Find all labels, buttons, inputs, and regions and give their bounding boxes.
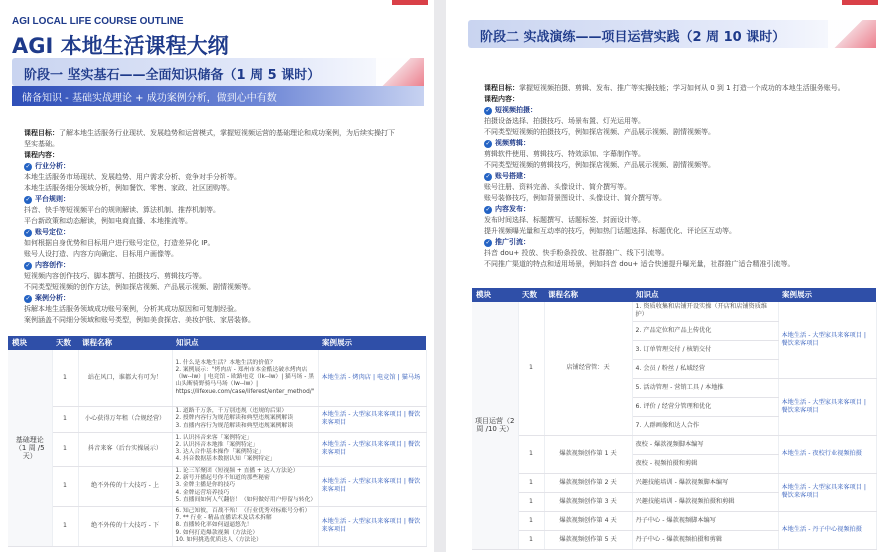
check-circle-icon: ✓	[485, 139, 491, 147]
case-cell: 本地生活 - 大型家具来客项目 | 餐饮来客项目	[318, 432, 426, 466]
knowledge-cell: 3. 订单管理交付 / 核销交付	[632, 340, 778, 359]
knowledge-cell: 夜校 - 视频拍摄和剪辑	[632, 454, 778, 473]
section-heading: ✓ 平台规则：	[25, 195, 70, 203]
day-cell: 1	[52, 350, 78, 406]
day-cell: 1	[518, 530, 544, 549]
table-row	[8, 350, 426, 406]
section-heading: ✓ 内容发布：	[485, 205, 530, 213]
column-header: 案例展示	[778, 288, 876, 302]
table-row	[472, 302, 876, 321]
section-line: 不同类型短视频的剪辑技巧，例如探店视频、产品展示视频、剧情视频等。	[484, 161, 715, 169]
case-cell: 本地生活 - 大型家具来客项目 | 餐饮来客项目	[318, 406, 426, 432]
section-line: 案例涵盖不同细分领域和账号类型，例如美食探店、美妆护肤、家居装修。	[24, 316, 255, 324]
column-header: 案例展示	[318, 336, 426, 350]
module-cell: 基础理论 （1 周 /5 天）	[8, 350, 52, 546]
left-page	[0, 0, 434, 552]
section-line: 拆解本地生活服务领域成功账号案例，分析其成功原因和可复制经验。	[24, 305, 241, 313]
check-circle-icon: ✓	[485, 172, 491, 180]
day-cell: 1	[518, 473, 544, 492]
stage-one-subtitle: 储备知识 - 基础实战理论 + 成功案例分析，做到心中有数	[22, 93, 277, 104]
course-name-cell: 爆款视频创作第 1 天	[544, 435, 632, 473]
banner-accent-decoration	[376, 58, 424, 86]
column-header: 模块	[8, 336, 52, 350]
module-cell: 项目运营（2 周 /10 天）	[472, 302, 518, 549]
section-line: 不同类型短视频的拍摄技巧，例如探店视频、产品展示视频、剧情视频等。	[484, 128, 715, 136]
section-line: 本地生活服务市场现状、发展趋势、用户需求分析、竞争对手分析等。	[24, 173, 241, 181]
knowledge-cell: 4. 会员 / 粉丝 / 私域经营	[632, 359, 778, 378]
knowledge-cell: 6. 知己知彼，百战不殆！（行业优秀对标账号分析） 7. ** 行业 - 精品直播话术及话术拆解 8. 直播转化率如何逼逼悠先！ 9. 如何打造爆款视频（方法论） 10. 如何挑选优质达人（方法论）	[172, 506, 318, 546]
knowledge-cell: 丹子中心 - 爆款视频脚本编写	[632, 511, 778, 530]
stage-one-title: 阶段一 坚实基石——全面知识储备（1 周 5 课时）	[24, 68, 321, 83]
column-header: 课程名称	[78, 336, 172, 350]
course-content-label: 课程内容：	[484, 95, 519, 103]
knowledge-cell: 夜校 - 爆款视频脚本编写	[632, 435, 778, 454]
course-name-cell: 绝不外传的十大技巧 - 上	[78, 466, 172, 506]
english-title: AGI LOCAL LIFE COURSE OUTLINE	[12, 16, 184, 27]
knowledge-cell: 兴趣技能培训 - 爆款视频拍摄和剪辑	[632, 492, 778, 511]
course-name-cell: 爆款视频创作第 3 天	[544, 492, 632, 511]
knowledge-cell: 6. 评价 / 经营分管理和优化	[632, 397, 778, 416]
knowledge-cell: 2. 产品定位和产品上传优化	[632, 321, 778, 340]
section-heading: ✓ 推广引流：	[485, 238, 530, 246]
column-header: 模块	[472, 288, 518, 302]
check-circle-icon: ✓	[25, 294, 31, 302]
section-line: 抖音、快手等短视频平台的规则解读、算法机制、推荐机制等。	[24, 206, 220, 214]
section-heading: ✓ 行业分析：	[25, 162, 70, 170]
day-cell: 1	[518, 302, 544, 435]
section-heading: ✓ 内容创作：	[25, 261, 70, 269]
section-line: 账号注册、资料完善、头像设计、简介撰写等。	[484, 183, 631, 191]
section-heading: ✓ 短视频拍摄：	[485, 106, 537, 114]
knowledge-cell: 1. 资质收集和店铺开设实操（开店和店铺资质维护）	[632, 302, 778, 321]
right-course-table	[472, 288, 877, 550]
course-name-cell: 小心获得万年租（合规经营）	[78, 406, 172, 432]
knowledge-cell: 丹子中心 - 爆款视频拍摄和剪辑	[632, 530, 778, 549]
check-circle-icon: ✓	[25, 162, 31, 170]
section-line: 平台新政策和动态解读，例如电商直播、本地推流等。	[24, 217, 192, 225]
course-name-cell: 爆款视频创作第 2 天	[544, 473, 632, 492]
column-header: 知识点	[172, 336, 318, 350]
check-circle-icon: ✓	[25, 195, 31, 203]
case-cell: 本地生活 - 大型家具来客项目 | 餐饮来客项目	[318, 466, 426, 506]
course-content-label: 课程内容：	[24, 151, 59, 159]
section-line: 抖音 dou+ 投放、快手粉条投放、社群推广、线下引流等。	[484, 249, 669, 257]
left-course-table	[8, 336, 427, 547]
stage-two-banner	[468, 20, 876, 48]
check-circle-icon: ✓	[25, 261, 31, 269]
case-cell: 本地生活 - 烤肉店 | 电竞馆 | 猫马场	[318, 350, 426, 406]
knowledge-cell: 5. 活动管理 - 营销工具 / 本地推	[632, 378, 778, 397]
column-header: 知识点	[632, 288, 778, 302]
course-goal: 课程目标：掌握短视频拍摄、剪辑、发布、推广等实操技能；学习如何从 0 到 1 打造一个成功的本地生活服务账号。	[484, 84, 845, 92]
course-name-cell: 抖音来客（后台实操展示）	[78, 432, 172, 466]
table-row	[472, 435, 876, 454]
knowledge-cell: 1. 什么是本地生活？本地生活的价值？ 2. 案例展示："烤肉店 - 郑州市本金酷达破水烤肉店（lw--lw）| 电竞馆 - 欧路电竞（lk--lw）| 猫马场 - 黑山头断骑野骑马马场（lw--lw）| https://lifexue.com/case/liferest/enter_method/"	[172, 350, 318, 406]
table-row	[8, 466, 426, 506]
section-line: 短视频内容创作技巧、脚本撰写、拍摄技巧、剪辑技巧等。	[24, 272, 206, 280]
table-row	[472, 473, 876, 492]
section-line: 提升视频曝光量和互动率的技巧，例如热门话题选择、标题优化、评论区互动等。	[484, 227, 736, 235]
course-goal: 课程目标：了解本地生活服务行业现状、发展趋势和运营模式，掌握短视频运营的基础理论和成功案例，为后续实操打下坚实基础。	[24, 129, 395, 148]
day-cell: 1	[518, 511, 544, 530]
section-heading: ✓ 视频剪辑：	[485, 139, 530, 147]
knowledge-cell: 兴趣技能培训 - 爆款视频脚本编写	[632, 473, 778, 492]
case-cell: 本地生活 - 大型家具来客项目 | 餐饮来客项目	[318, 506, 426, 546]
section-line: 拍摄设备选择、拍摄技巧、场景布置、灯光运用等。	[484, 117, 645, 125]
section-line: 不同推广渠道的特点和适用场景，例如抖音 dou+ 适合快速提升曝光量，社群推广适合精准引流等。	[484, 260, 795, 268]
knowledge-cell: 1. 论三军聚团（短视频 + 直播 + 达人方法论） 2. 新号开播起号你不知道的那些秘密 3. 金牌主播是你的技巧 4. 金牌运营培养技巧 5. 直播间如何人气翻倍！（如何做好用户停留与转化）	[172, 466, 318, 506]
section-line: 账号装修技巧，例如背景图设计、头像设计、简介撰写等。	[484, 194, 666, 202]
table-row	[472, 511, 876, 530]
table-row	[8, 406, 426, 432]
knowledge-cell: 7. 人群画像和达人合作	[632, 416, 778, 435]
section-heading: ✓ 账号搭建：	[485, 172, 530, 180]
section-line: 发布时间选择、标题撰写、话题标签、封面设计等。	[484, 216, 645, 224]
table-row	[8, 432, 426, 466]
day-cell: 1	[52, 432, 78, 466]
day-cell: 1	[52, 506, 78, 546]
section-heading: ✓ 账号定位：	[25, 228, 70, 236]
case-cell: 本地生活 - 大型家具来客项目 | 餐饮来客项目	[778, 473, 876, 511]
course-name-cell: 站在风口，谁都大有可为！	[78, 350, 172, 406]
section-line: 如何根据自身优势和目标用户进行账号定位，打造差异化 IP。	[24, 239, 215, 247]
section-line: 本地生活服务细分领域分析，例如餐饮、零售、家政、社区团购等。	[24, 184, 234, 192]
stage-two-title: 阶段二 实战演练——项目运营实践（2 周 10 课时）	[480, 30, 786, 45]
left-course-description	[24, 128, 396, 326]
table-header-row	[472, 288, 876, 302]
case-cell: 本地生活 - 大型家具来客项目 | 餐饮来客项目	[778, 378, 876, 435]
section-line: 剪辑软件使用、剪辑技巧、特效添加、字幕制作等。	[484, 150, 645, 158]
section-line: 账号人设打造、内容方向确定、目标用户画像等。	[24, 250, 178, 258]
check-circle-icon: ✓	[485, 238, 491, 246]
section-line: 不同类型短视频的创作方法，例如探店视频、产品展示视频、剧情视频等。	[24, 283, 255, 291]
case-cell: 本地生活 - 大型家具来客项目 | 餐饮来客项目	[778, 302, 876, 378]
check-circle-icon: ✓	[25, 228, 31, 236]
corner-decoration	[842, 0, 878, 5]
stage-one-banner	[12, 58, 424, 86]
table-row	[8, 506, 426, 546]
case-cell: 本地生活 - 丹子中心视频拍摄	[778, 511, 876, 549]
day-cell: 1	[52, 406, 78, 432]
knowledge-cell: 1. 认识抖音来客「案例特定」 2. 认识抖音本地推「案例特定」 3. 达人合作基本操作「案例特定」 4. 抖音数据基本数据认知「案例特定」	[172, 432, 318, 466]
day-cell: 1	[518, 435, 544, 473]
course-name-cell: 绝不外传的十大技巧 - 下	[78, 506, 172, 546]
right-page	[446, 0, 880, 552]
column-header: 天数	[518, 288, 544, 302]
course-name-cell: 爆款视频创作第 4 天	[544, 511, 632, 530]
day-cell: 1	[52, 466, 78, 506]
knowledge-cell: 1. 道路千万条，千万别违规（违规的后果） 2. 授牌内容行为规范解读和典型违规案例解读 3. 直播内容行为规范解读和典型违规案例解读	[172, 406, 318, 432]
course-name-cell: 店铺经营管：天	[544, 302, 632, 435]
stage-one-subtitle-bar	[12, 86, 424, 106]
banner-accent-decoration	[828, 20, 876, 48]
check-circle-icon: ✓	[485, 205, 491, 213]
chinese-title: AGI 本地生活课程大纲	[12, 34, 229, 58]
section-heading: ✓ 案例分析：	[25, 294, 70, 302]
column-header: 天数	[52, 336, 78, 350]
table-header-row	[8, 336, 426, 350]
corner-decoration	[392, 0, 428, 5]
case-cell: 本地生活 - 夜校行业视频拍摄	[778, 435, 876, 473]
course-name-cell: 爆款视频创作第 5 天	[544, 530, 632, 549]
check-circle-icon: ✓	[485, 106, 491, 114]
column-header: 课程名称	[544, 288, 632, 302]
right-course-description	[484, 83, 864, 270]
day-cell: 1	[518, 492, 544, 511]
